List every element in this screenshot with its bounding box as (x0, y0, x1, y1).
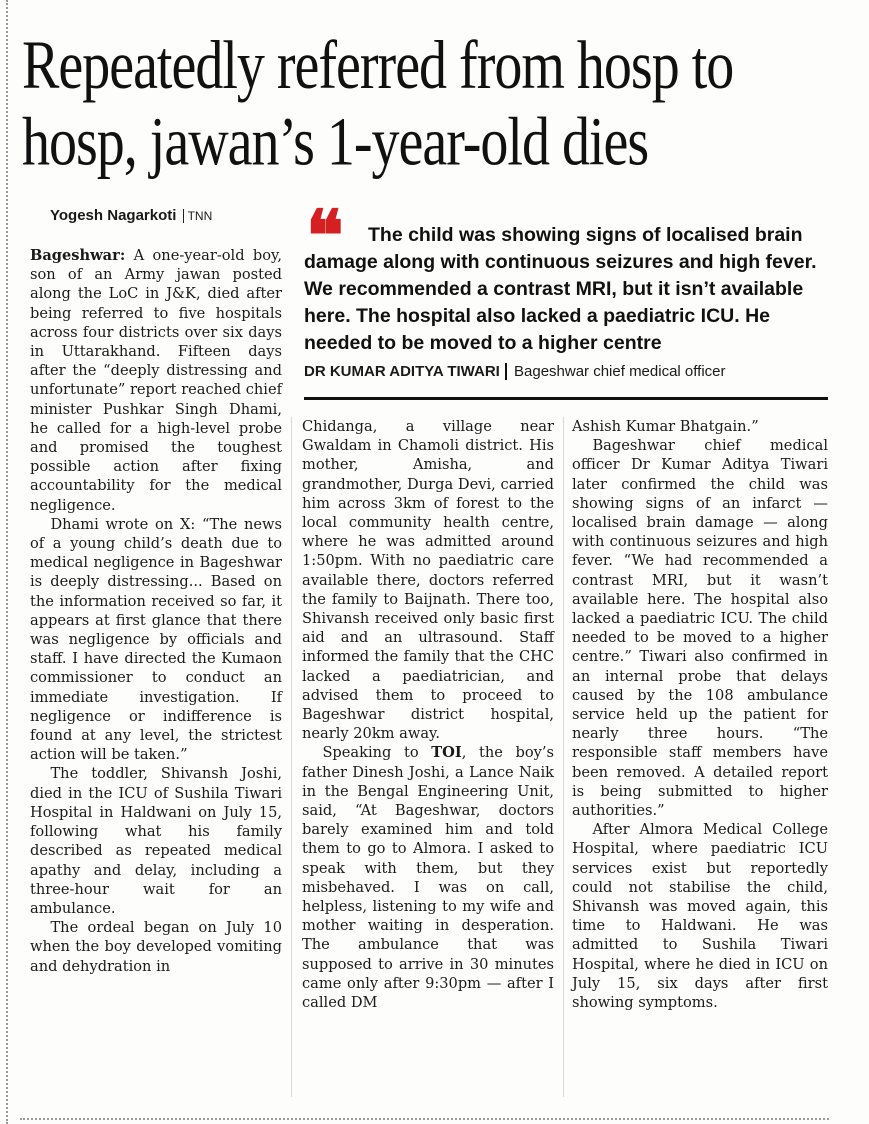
article-paragraph (302, 743, 554, 1012)
dateline: Bageshwar: (30, 247, 126, 264)
pull-quote (304, 194, 828, 380)
article-column-2 (302, 417, 554, 1012)
article-column-1 (30, 246, 282, 976)
paragraph-text: A one-year-old boy, son of an Army jawan posted along the LoC in J&K, died after being referred to five hospitals across four districts over six days in Uttarakhand. Fifteen days after the “deeply distressing and unfortunate” report reached chief minister Pushkar Singh Dhami, he called for a high-level probe and promised the toughest possible action after fixing accountability for the medical negligence. (30, 247, 283, 514)
pull-quote-attribution (304, 363, 828, 380)
column-divider (291, 417, 292, 1097)
article-column-3 (572, 417, 828, 1012)
pull-quote-rule (304, 397, 828, 400)
byline-author: Yogesh Nagarkoti (50, 207, 177, 224)
left-dotted-border (6, 0, 8, 1124)
bottom-dotted-border (20, 1118, 829, 1120)
paragraph-text: , the boy’s father Dinesh Joshi, a Lance Naik in the Bengal Engineering Unit, said, “At Bageshwar, doctors barely examined him and told them to go to Almora. I asked to speak with them, but they misbehaved. I was on call, helpless, listening to my wife and mother waiting in desperation. The ambulance that was supposed to arrive in 30 minutes came only after 9:30pm — after I called DM (302, 744, 554, 1012)
article-paragraph: Dhami wrote on X: “The news of a young child’s death due to medical negligence in Bageshwar is deeply distressing... Based on the information received so far, it appears at first glance that there was negligence by officials and staff. I have directed the Kumaon commissioner to conduct an immediate investigation. If negligence or indifference is found at any level, the strictest action will be taken.” (30, 515, 282, 764)
pull-quote-text: The child was showing signs of localised brain damage along with continuous seizures and high fever. We recommended a contrast MRI, but it isn’t available here. The hospital also lacked a paediatric ICU. He needed to be moved to a higher centre (304, 224, 817, 354)
article-paragraph (30, 246, 282, 515)
pull-quote-name: DR KUMAR ADITYA TIWARI (304, 363, 507, 380)
article-paragraph: The ordeal began on July 10 when the boy developed vomiting and dehydration in (30, 919, 282, 975)
column-divider (563, 417, 564, 1097)
article-paragraph: After Almora Medical College Hospital, where paediatric ICU services exist but reportedly could not stabilise the child, Shivansh was moved again, this time to Haldwani. He was admitted to Sushila Tiwari Hospital, where he died in ICU on July 15, six days after first showing symptoms. (572, 821, 828, 1012)
toi-mention: TOI (431, 744, 462, 762)
byline-agency: TNN (183, 209, 213, 223)
article-paragraph: Bageshwar chief medical officer Dr Kumar Aditya Tiwari later confirmed the child was showing signs of an infarct — localised brain damage — along with continuous seizures and high fever. “We had recommended a contrast MRI, but it wasn’t available here. The hospital also lacked a paediatric ICU. The child needed to be moved to a higher centre.” Tiwari also confirmed in an internal probe that delays caused by the 108 ambulance service held up the patient for nearly three hours. “The responsible staff members have been removed. A detailed report is being submitted to higher authorities.” (572, 437, 828, 820)
article-paragraph: The toddler, Shivansh Joshi, died in the ICU of Sushila Tiwari Hospital in Haldwani on July 15, following what his family described as repeated medical apathy and delay, including a three-hour wait for an ambulance. (30, 765, 282, 917)
quote-mark-icon: ❝ (306, 194, 344, 277)
article-paragraph: Ashish Kumar Bhatgain.” (572, 418, 759, 435)
byline (50, 207, 212, 224)
article-paragraph: Chidanga, a village near Gwaldam in Chamoli district. His mother, Amisha, and grandmother, Durga Devi, carried him across 3km of forest to the local community health centre, where he was admitted around 1:50pm. With no paediatric care available there, doctors referred the family to Baijnath. There too, Shivansh received only basic first aid and an ultrasound. Staff informed the family that the CHC lacked a paediatrician, and advised them to proceed to Bageshwar district hospital, nearly 20km away. (302, 418, 554, 743)
pull-quote-role: Bageshwar chief medical officer (514, 363, 726, 380)
paragraph-text: Speaking to (322, 744, 432, 762)
article-headline: Repeatedly referred from hosp to hosp, jawan’s 1-year-old dies (22, 28, 734, 181)
